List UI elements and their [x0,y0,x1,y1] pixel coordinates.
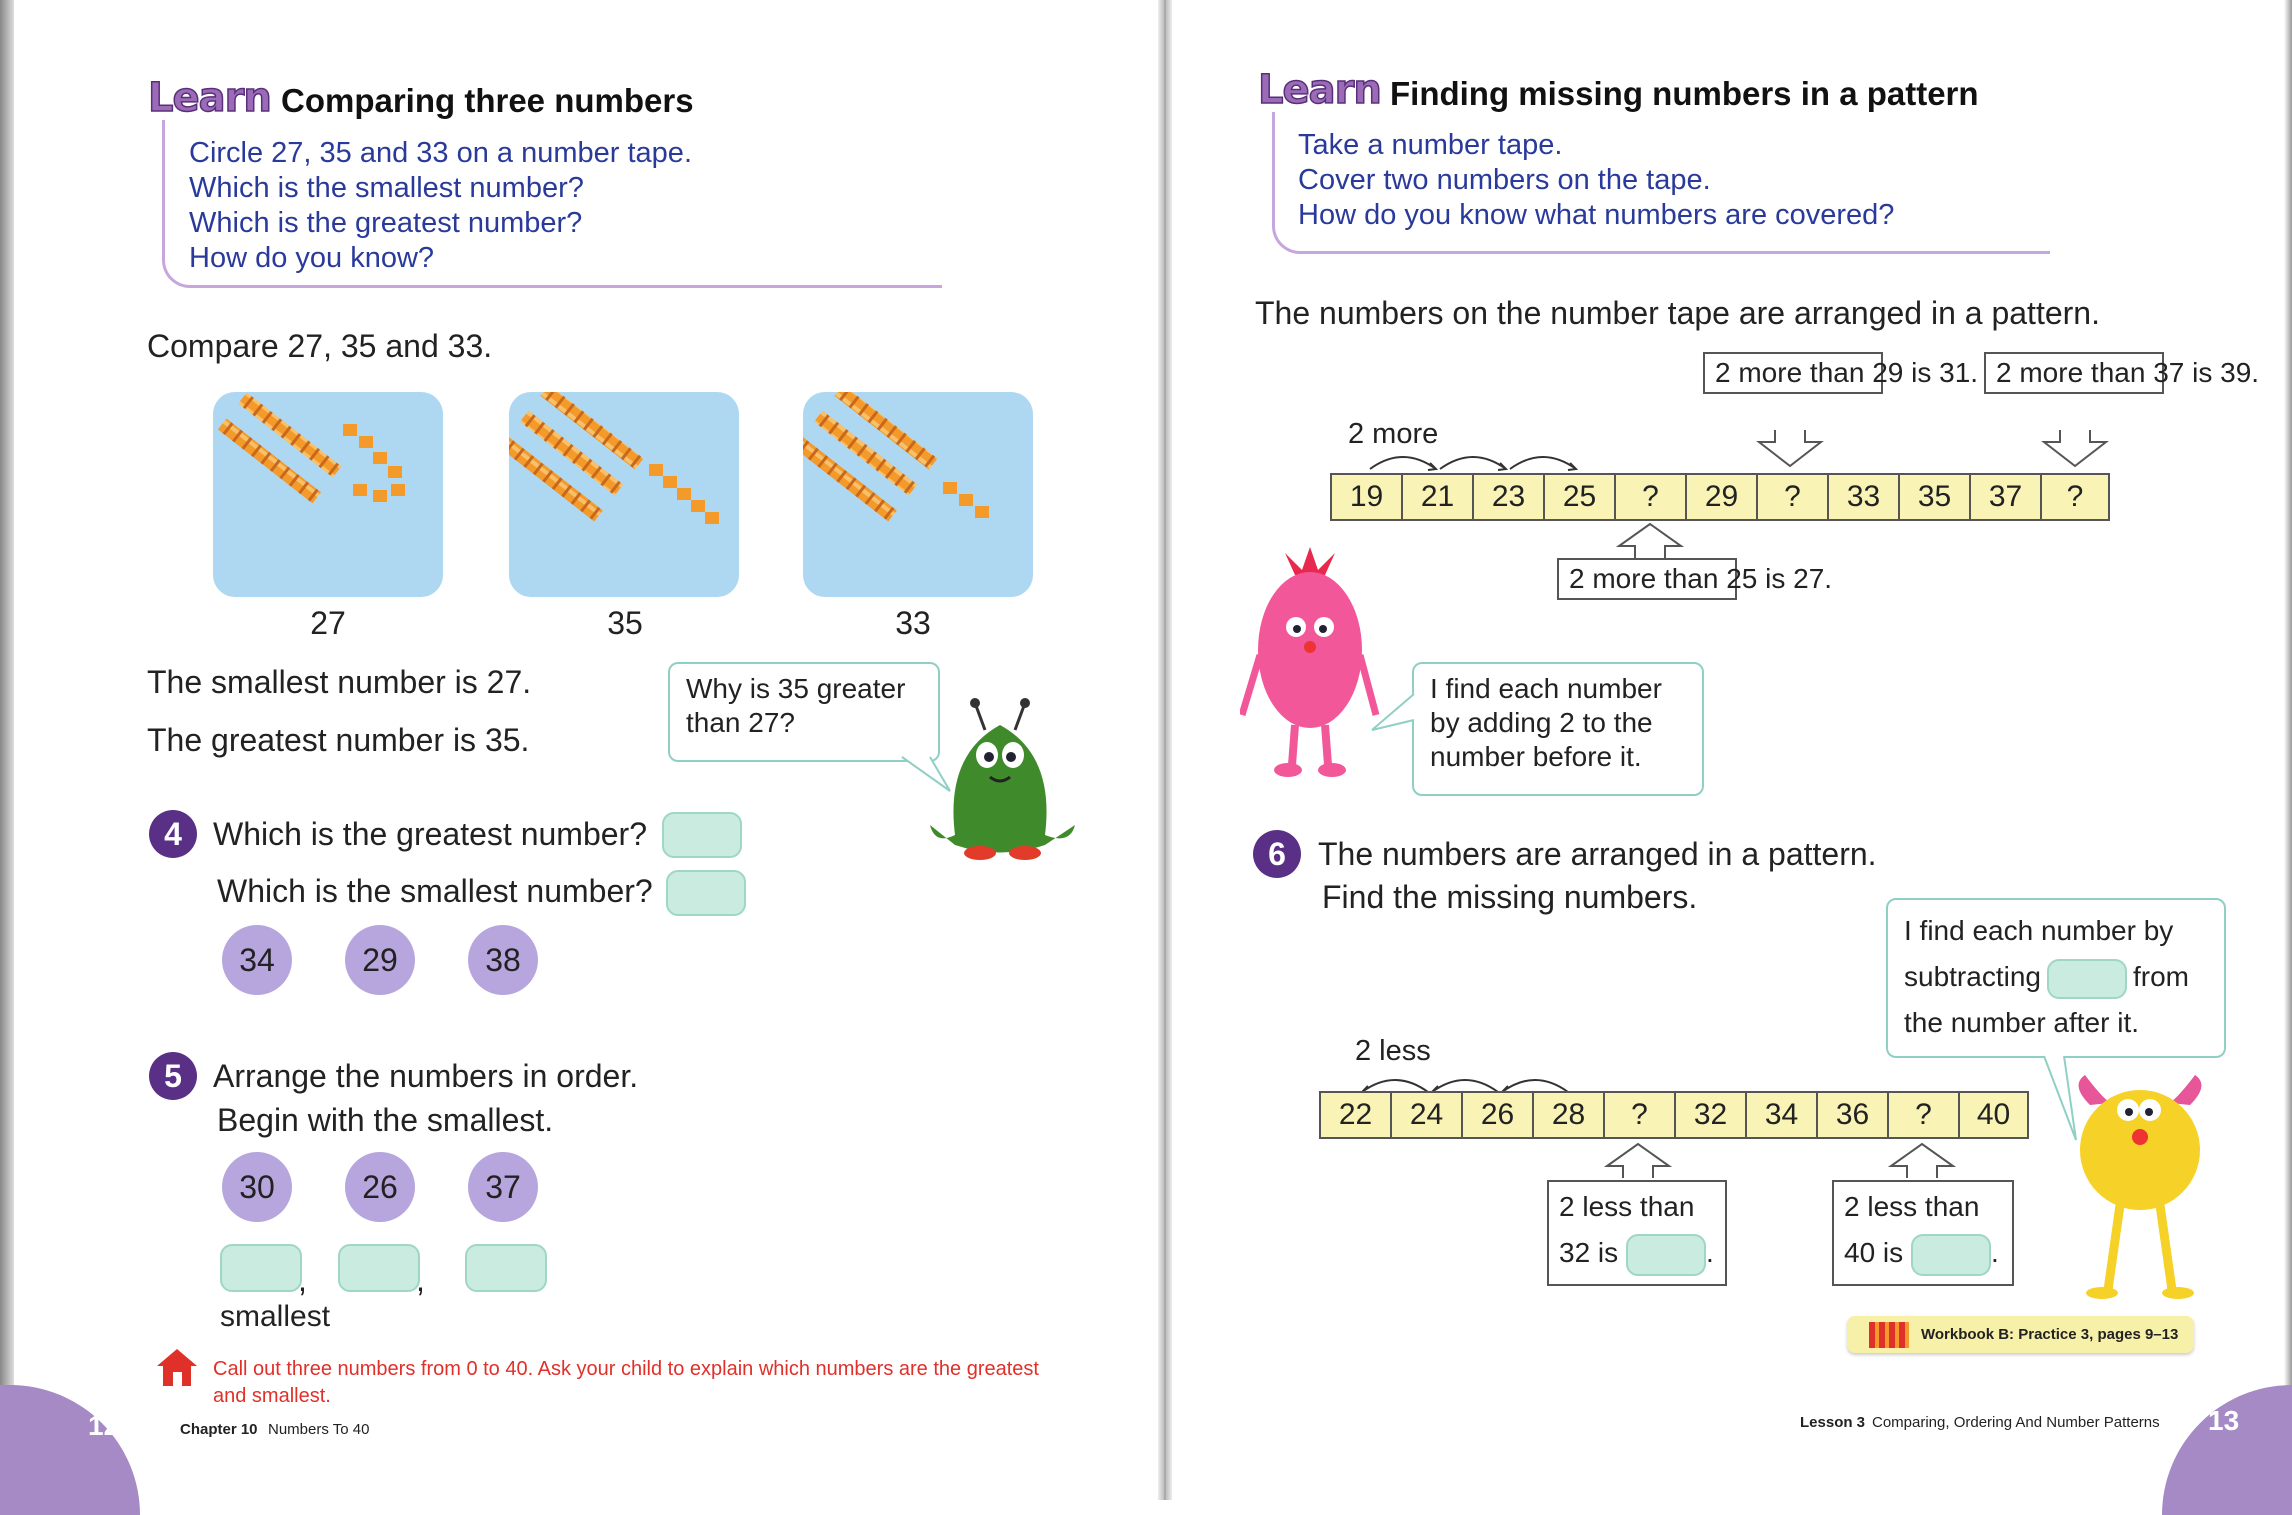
home-icon [154,1346,200,1388]
yellow-monster-character [2050,1065,2230,1300]
tape-cell: 26 [1463,1093,1534,1137]
tape-cell: 37 [1971,475,2042,519]
callout-text: 40 is [1844,1237,1904,1268]
green-monster-character [925,695,1085,865]
smallest-label: smallest [220,1300,331,1333]
learn-line: Which is the smallest number? [189,172,584,204]
bubble-word: subtracting [1904,961,2041,992]
learn-badge: Learn [148,75,271,121]
question-number: 6 [1253,830,1301,878]
greatest-statement: The greatest number is 35. [147,722,530,758]
comma: , [416,1262,425,1298]
question-text: Which is the smallest number? [217,873,653,909]
page-edge-right [2284,0,2292,1500]
book-gutter [1158,0,1172,1500]
callout-line: 2 less than [1844,1191,1980,1222]
page-tab [0,1385,140,1515]
tape-cell: 19 [1332,475,1403,519]
callout-37: 2 more than 37 is 39. [1984,352,2164,394]
page-number: 12 [88,1410,120,1441]
tape-cell: 24 [1392,1093,1463,1137]
question-number: 4 [149,810,197,858]
arrow-label-less: 2 less [1355,1035,1431,1067]
number-circle: 26 [345,1152,415,1222]
tape-cell: 40 [1976,1098,2011,1131]
callout-40 [1832,1180,2014,1286]
workbook-reference [1847,1316,2194,1353]
tape-cell: 32 [1676,1093,1747,1137]
learn-line: Which is the greatest number? [189,207,583,239]
callout-29: 2 more than 29 is 31. [1703,352,1883,394]
page-number: 13 [2208,1405,2240,1436]
tape-cell: 28 [1534,1093,1605,1137]
speech-bubble-pink: I find each number by adding 2 to the number before it. [1412,662,1704,796]
arrow-label-more: 2 more [1348,418,1439,450]
answer-box-40[interactable] [1911,1234,1991,1276]
question-text: Arrange the numbers in order. [213,1058,639,1094]
answer-box-greatest[interactable] [662,812,742,858]
answer-box-order-3[interactable] [465,1244,547,1292]
footer-title: Numbers To 40 [268,1421,370,1438]
number-circle: 34 [222,925,292,995]
callout-line [1559,1230,1715,1276]
learn-title: Comparing three numbers [281,82,694,119]
learn-line: Cover two numbers on the tape. [1298,164,1711,196]
block-number: 35 [607,605,643,641]
question-text: The numbers are arranged in a pattern. [1318,836,1877,872]
block-number: 33 [895,605,931,641]
tape-cell: ? [1605,1093,1676,1137]
tape-cell: 34 [1747,1093,1818,1137]
workbook-icon [1869,1322,1909,1348]
callout-32 [1547,1180,1727,1286]
question-text: Find the missing numbers. [1322,879,1698,915]
pink-monster-character [1240,535,1380,780]
tape-cell: ? [1758,475,1829,519]
number-tape-1 [1330,473,2110,521]
callout-line: 2 less than [1559,1191,1695,1222]
answer-box-subtract[interactable] [2047,959,2127,999]
question-number: 5 [149,1052,197,1100]
learn-line: Take a number tape. [1298,129,1563,161]
down-arrow [1755,428,1825,468]
speech-bubble-green: Why is 35 greater than 27? [668,662,940,762]
learn-badge: Learn [1258,67,1381,113]
skip-arrows [1368,445,1598,475]
tape-cell: 22 [1321,1093,1392,1137]
down-arrow [2040,428,2110,468]
callout-25: 2 more than 25 is 27. [1557,558,1737,600]
tape-cell: 29 [1687,475,1758,519]
answer-box-order-1[interactable] [220,1244,302,1292]
learn-line: Circle 27, 35 and 33 on a number tape. [189,137,692,169]
tape-cell: ? [1889,1093,1960,1137]
period: . [1990,1237,1999,1268]
footer-title: Comparing, Ordering And Number Patterns [1872,1414,2160,1431]
base-ten-blocks-27 [213,392,443,597]
footer-lesson: Lesson 3 [1800,1414,1866,1431]
tape-cell: 23 [1474,475,1545,519]
tape-cell: ? [1616,475,1687,519]
callout-text: 32 is [1559,1237,1619,1268]
bubble-line [1904,954,2208,1000]
comma: , [298,1262,307,1298]
smallest-statement: The smallest number is 27. [147,664,532,700]
learn-title: Finding missing numbers in a pattern [1390,75,1979,112]
bubble-word: from [2132,961,2189,992]
tape-cell: 25 [1545,475,1616,519]
speech-bubble-yellow [1886,898,2226,1058]
tape-cell: ? [2066,480,2084,513]
tape-cell: 21 [1403,475,1474,519]
answer-box-order-2[interactable] [338,1244,420,1292]
base-ten-blocks-33 [803,392,1033,597]
compare-text: Compare 27, 35 and 33. [147,328,493,364]
tape-cell: 35 [1900,475,1971,519]
bubble-line: I find each number by [1904,915,2174,946]
number-circle: 30 [222,1152,292,1222]
answer-box-smallest[interactable] [666,870,746,916]
number-circle: 29 [345,925,415,995]
footer-chapter: Chapter 10 [180,1421,258,1438]
learn-line: How do you know? [189,242,435,274]
block-number: 27 [310,605,346,641]
bubble-line: the number after it. [1904,1007,2140,1038]
question-text: Begin with the smallest. [217,1102,554,1138]
number-circle: 38 [468,925,538,995]
base-ten-blocks-35 [509,392,739,597]
home-note: Call out three numbers from 0 to 40. Ask your child to explain which numbers are the greatest and smallest. [213,1358,1039,1407]
number-circle: 37 [468,1152,538,1222]
pattern-text: The numbers on the number tape are arranged in a pattern. [1255,295,2100,331]
up-arrow [1615,522,1685,560]
up-arrow [1887,1142,1957,1180]
tape-cell: 36 [1818,1093,1889,1137]
answer-box-32[interactable] [1626,1234,1706,1276]
callout-line [1844,1230,2002,1276]
number-tape-2 [1319,1091,2029,1139]
page-edge-left [0,0,14,1500]
period: . [1705,1237,1714,1268]
workbook-text: Workbook B: Practice 3, pages 9–13 [1921,1326,2179,1343]
bubble-tail [1370,690,1416,740]
learn-line: How do you know what numbers are covered? [1298,199,1895,231]
tape-cell: 33 [1829,475,1900,519]
up-arrow [1603,1142,1673,1180]
question-text: Which is the greatest number? [213,816,647,852]
